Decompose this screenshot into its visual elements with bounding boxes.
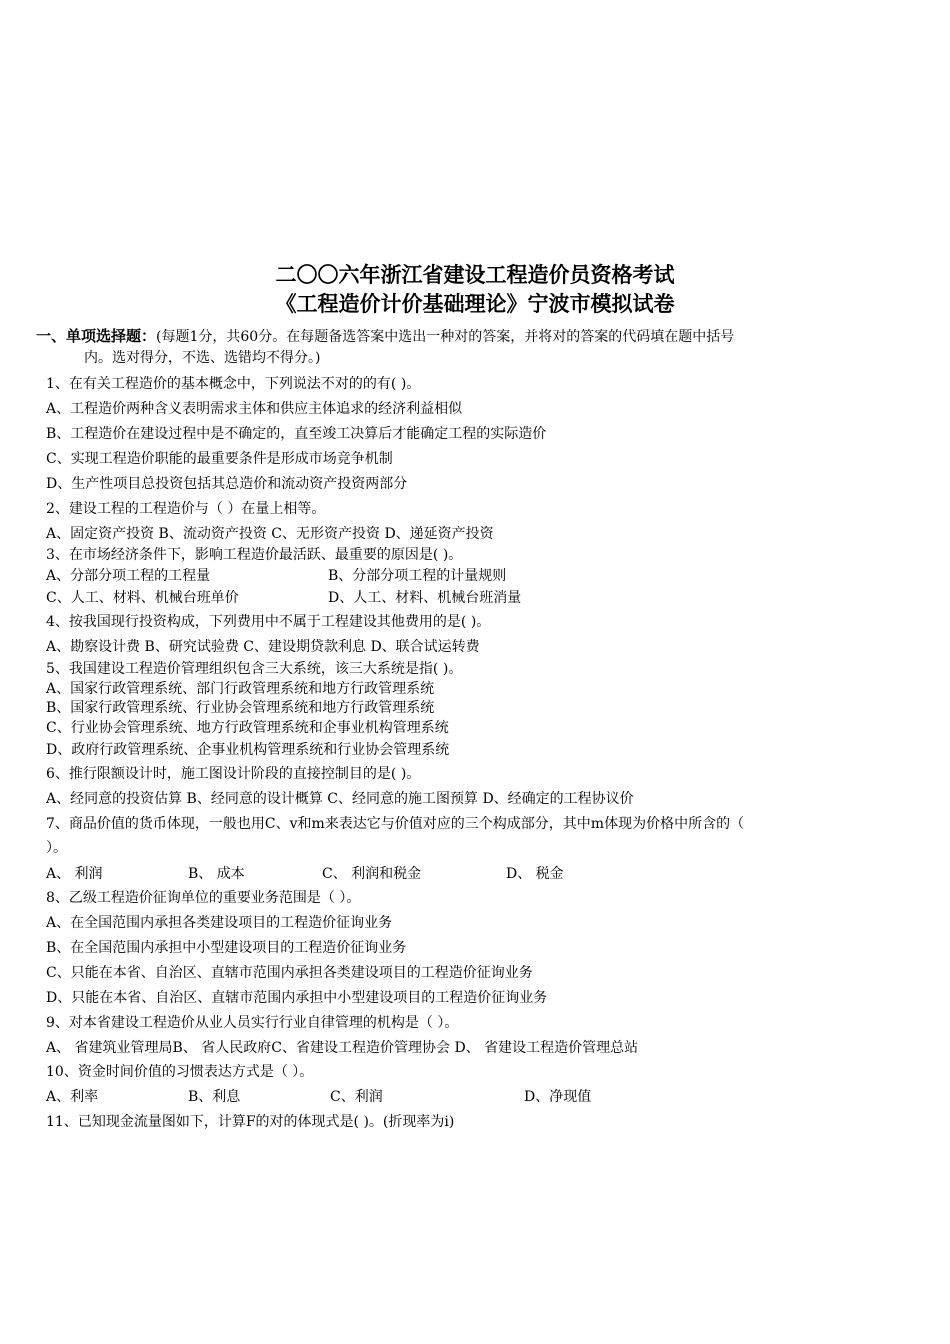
exam-subtitle: 《工程造价计价基础理论》宁波市模拟试卷 <box>275 292 675 316</box>
section-heading: 一、单项选择题： <box>36 327 157 345</box>
q7-option-a: A、 利润 <box>46 866 103 882</box>
q8-option-b: B、在全国范围内承担中小型建设项目的工程造价征询业务 <box>46 940 407 956</box>
q1-option-d: D、生产性项目总投资包括其总造价和流动资产投资两部分 <box>46 476 408 492</box>
q10-stem: 10、资金时间价值的习惯表达方式是（ ）。 <box>46 1064 314 1080</box>
q7-stem: 7、商品价值的货币体现，一般也用C、v和m来表达它与价值对应的三个构成部分，其中m体现为价格中所含的（ <box>46 816 745 832</box>
q3-option-d: D、人工、材料、机械台班消量 <box>328 590 522 606</box>
q8-stem: 8、乙级工程造价征询单位的重要业务范围是（ ）。 <box>46 890 361 906</box>
section-instruction-cont: 内。选对得分，不选、选错均不得分。) <box>84 350 321 366</box>
q10-option-b: B、利息 <box>188 1089 241 1105</box>
q4-stem: 4、按我国现行投资构成，下列费用中不属于工程建设其他费用的是( )。 <box>46 614 491 630</box>
q4-options: A、勘察设计费 B、研究试验费 C、建设期贷款利息 D、联合试运转费 <box>46 639 480 655</box>
q10-option-d: D、净现值 <box>524 1089 592 1105</box>
q8-option-c: C、只能在本省、自治区、直辖市范围内承担各类建设项目的工程造价征询业务 <box>46 965 533 981</box>
q1-option-b: B、工程造价在建设过程中是不确定的，直至竣工决算后才能确定工程的实际造价 <box>46 426 547 442</box>
q2-stem: 2、建设工程的工程造价与（ ）在量上相等。 <box>46 501 326 517</box>
section-header <box>36 326 734 347</box>
q5-option-d: D、政府行政管理系统、企事业机构管理系统和行业协会管理系统 <box>46 742 450 758</box>
q5-option-b: B、国家行政管理系统、行业协会管理系统和地方行政管理系统 <box>46 700 435 716</box>
q3-stem: 3、在市场经济条件下，影响工程造价最活跃、最重要的原因是( )。 <box>46 547 463 563</box>
q5-option-c: C、行业协会管理系统、地方行政管理系统和企事业机构管理系统 <box>46 720 449 736</box>
q1-stem: 1、在有关工程造价的基本概念中，下列说法不对的的有( )。 <box>46 376 421 392</box>
q1-option-a: A、工程造价两种含义表明需求主体和供应主体追求的经济利益相似 <box>46 401 463 417</box>
q7-option-d: D、 税金 <box>506 866 564 882</box>
q8-option-a: A、在全国范围内承担各类建设项目的工程造价征询业务 <box>46 915 393 931</box>
q7-stem-cont: ）。 <box>46 840 67 856</box>
q10-option-a: A、利率 <box>46 1089 99 1105</box>
q3-option-c: C、人工、材料、机械台班单价 <box>46 590 239 606</box>
q9-options: A、 省建筑业管理局B、 省人民政府C、省建设工程造价管理协会 D、 省建设工程造价管理总站 <box>46 1040 639 1056</box>
q6-options: A、经同意的投资估算 B、经同意的设计概算 C、经同意的施工图预算 D、经确定的工程协议价 <box>46 791 634 807</box>
q8-option-d: D、只能在本省、自治区、直辖市范围内承担中小型建设项目的工程造价征询业务 <box>46 990 548 1006</box>
q5-stem: 5、我国建设工程造价管理组织包含三大系统，该三大系统是指( )。 <box>46 661 463 677</box>
q5-option-a: A、国家行政管理系统、部门行政管理系统和地方行政管理系统 <box>46 681 435 697</box>
q10-option-c: C、利润 <box>330 1089 383 1105</box>
q6-stem: 6、推行限额设计时，施工图设计阶段的直接控制目的是( )。 <box>46 766 421 782</box>
q3-option-a: A、分部分项工程的工程量 <box>46 568 211 584</box>
q9-stem: 9、对本省建设工程造价从业人员实行行业自律管理的机构是（ ）。 <box>46 1015 459 1031</box>
q1-option-c: C、实现工程造价职能的最重要条件是形成市场竞争机制 <box>46 451 393 467</box>
exam-title: 二〇〇六年浙江省建设工程造价员资格考试 <box>275 263 675 287</box>
q7-option-b: B、 成本 <box>188 866 245 882</box>
q3-option-b: B、分部分项工程的计量规则 <box>328 568 507 584</box>
q11-stem: 11、已知现金流量图如下，计算F的对的体现式是( )。(折现率为i) <box>46 1114 455 1130</box>
q2-options: A、固定资产投资 B、流动资产投资 C、无形资产投资 D、递延资产投资 <box>46 526 494 542</box>
q7-option-c: C、 利润和税金 <box>322 866 422 882</box>
section-instruction: (每题1分，共60分。在每题备选答案中选出一种对的答案，并将对的答案的代码填在题中括号 <box>156 329 735 345</box>
